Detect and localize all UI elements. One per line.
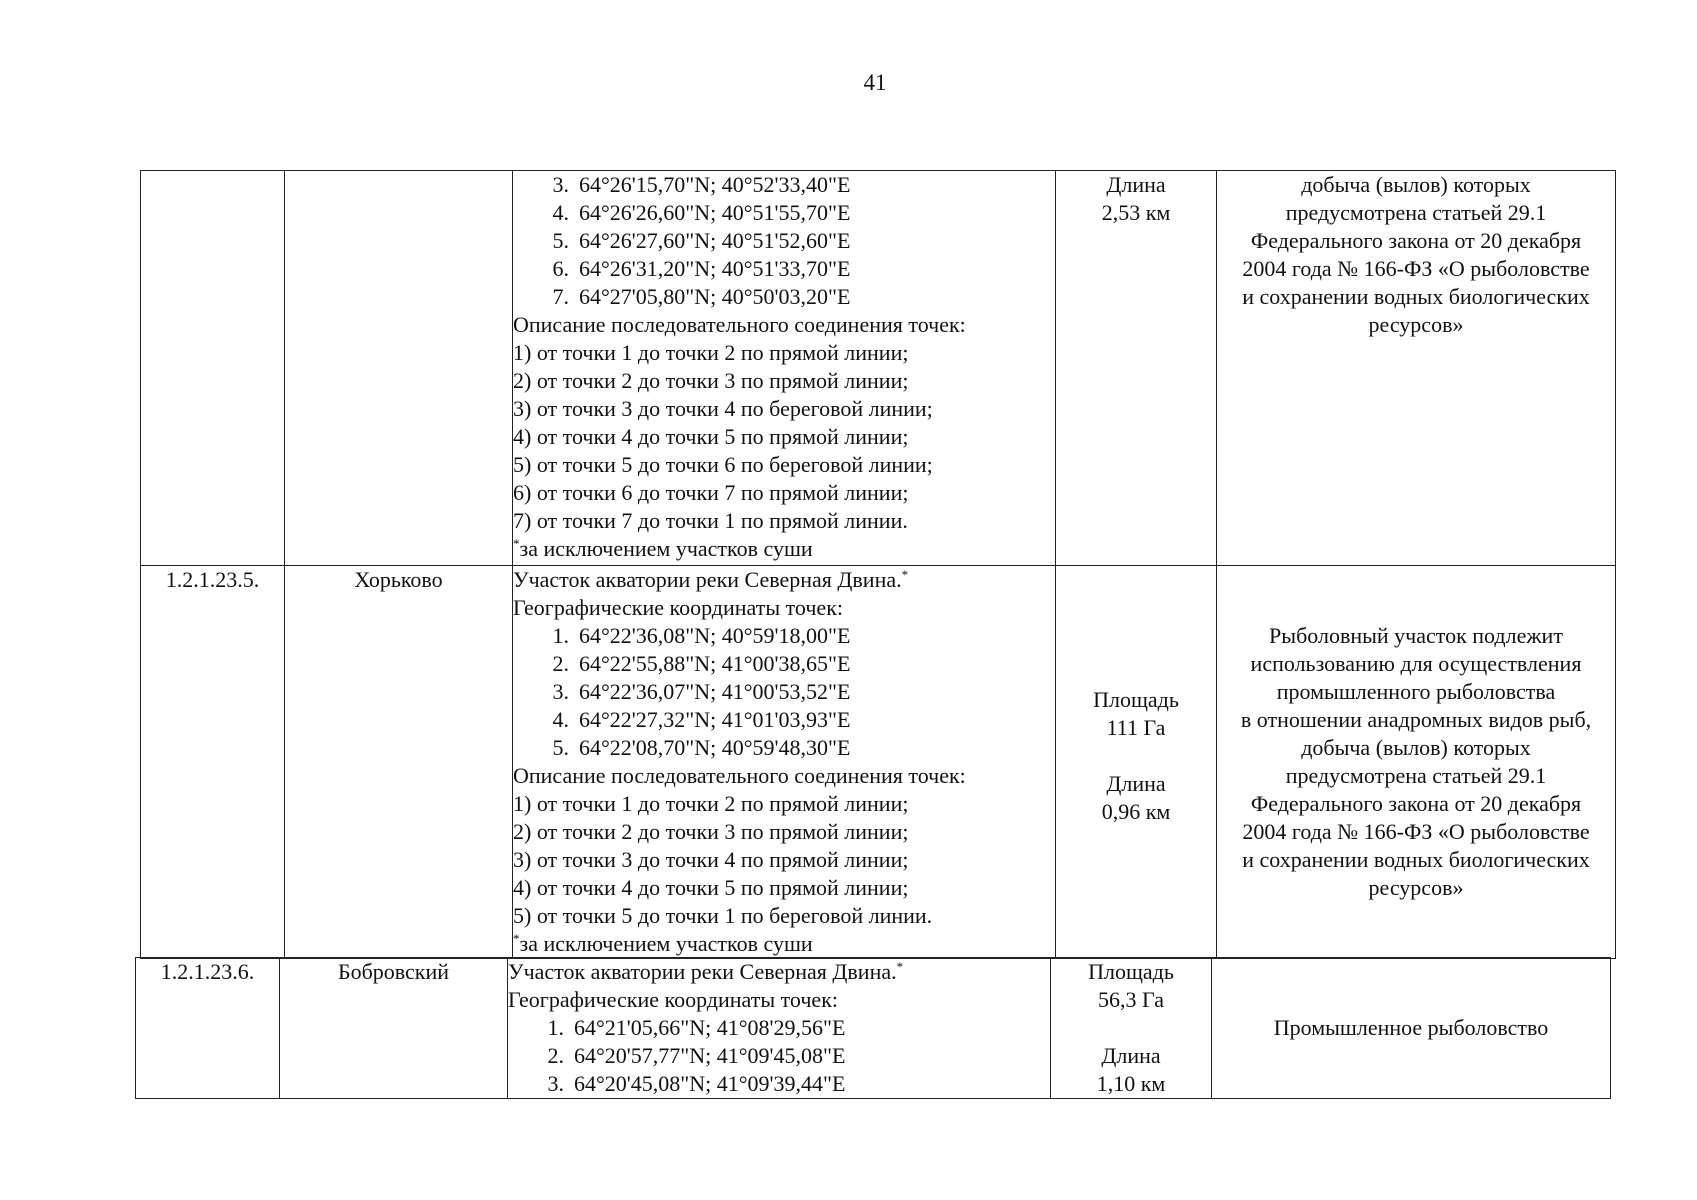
table-row bbox=[136, 958, 1611, 1099]
area-value: 56,3 Га bbox=[1098, 987, 1164, 1012]
list-item: 5. 64°22'08,70"N; 40°59'48,30"E bbox=[552, 735, 851, 760]
connection-heading: Описание последовательного соединения точек: bbox=[513, 312, 966, 337]
table-row bbox=[141, 171, 1616, 566]
coordinate-list bbox=[513, 171, 1055, 311]
list-item: 7. 64°27'05,80"N; 40°50'03,20"E bbox=[552, 284, 851, 309]
usage-line: 2004 года № 166-ФЗ «О рыболовстве bbox=[1242, 256, 1590, 281]
connection-heading: Описание последовательного соединения точек: bbox=[513, 763, 966, 788]
area-name-cell bbox=[285, 566, 513, 959]
usage-line: ресурсов» bbox=[1368, 875, 1464, 900]
usage-line: и сохранении водных биологических bbox=[1242, 847, 1590, 872]
usage-line: ресурсов» bbox=[1368, 312, 1464, 337]
coordinate-list bbox=[508, 1014, 1050, 1098]
connection-line: 2) от точки 2 до точки 3 по прямой линии; bbox=[513, 819, 909, 844]
connection-line: 2) от точки 2 до точки 3 по прямой линии; bbox=[513, 368, 909, 393]
coordinate-list bbox=[513, 622, 1055, 762]
row-number-cell bbox=[136, 958, 280, 1099]
length-value: 0,96 км bbox=[1101, 799, 1171, 824]
usage-line: Федерального закона от 20 декабря bbox=[1250, 791, 1582, 816]
table-row bbox=[141, 566, 1616, 959]
row-number-cell bbox=[141, 566, 285, 959]
usage-line: в отношении анадромных видов рыб, bbox=[1240, 707, 1592, 732]
size-cell bbox=[1051, 958, 1212, 1099]
list-item: 3. 64°22'36,07"N; 41°00'53,52"E bbox=[552, 679, 851, 704]
usage-line: и сохранении водных биологических bbox=[1242, 284, 1590, 309]
connection-line: 5) от точки 5 до точки 6 по береговой линии; bbox=[513, 452, 933, 477]
usage-cell bbox=[1217, 566, 1616, 959]
connection-line: 6) от точки 6 до точки 7 по прямой линии; bbox=[513, 480, 909, 505]
size-cell bbox=[1056, 566, 1217, 959]
fishing-areas-table bbox=[140, 170, 1616, 959]
length-label: Длина bbox=[1106, 771, 1166, 796]
list-item: 1. 64°22'36,08"N; 40°59'18,00"E bbox=[552, 623, 851, 648]
coords-heading: Географические координаты точек: bbox=[513, 595, 843, 620]
connection-line: 3) от точки 3 до точки 4 по прямой линии; bbox=[513, 847, 909, 872]
usage-line: промышленного рыболовства bbox=[1276, 679, 1556, 704]
usage-line: добыча (вылов) которых bbox=[1301, 172, 1531, 197]
area-name: Хорьково bbox=[354, 567, 443, 592]
list-item: 1. 64°21'05,66"N; 41°08'29,56"E bbox=[547, 1015, 846, 1040]
footnote: *за исключением участков суши bbox=[513, 536, 813, 561]
description-cell bbox=[513, 171, 1056, 566]
usage-line: Федерального закона от 20 декабря bbox=[1250, 228, 1582, 253]
area-name: Бобровский bbox=[337, 959, 450, 984]
list-item: 4. 64°26'26,60"N; 40°51'55,70"E bbox=[552, 200, 851, 225]
connection-line: 7) от точки 7 до точки 1 по прямой линии. bbox=[513, 508, 908, 533]
usage-line: предусмотрена статьей 29.1 bbox=[1285, 200, 1547, 225]
area-label: Площадь bbox=[1093, 687, 1179, 712]
usage-cell bbox=[1212, 958, 1611, 1099]
connection-line: 4) от точки 4 до точки 5 по прямой линии; bbox=[513, 424, 909, 449]
usage-line: 2004 года № 166-ФЗ «О рыболовстве bbox=[1242, 819, 1590, 844]
area-name-cell bbox=[280, 958, 508, 1099]
list-item: 2. 64°22'55,88"N; 41°00'38,65"E bbox=[552, 651, 851, 676]
area-title: Участок акватории реки Северная Двина.* bbox=[508, 959, 904, 984]
list-item: 5. 64°26'27,60"N; 40°51'52,60"E bbox=[552, 228, 851, 253]
description-cell bbox=[508, 958, 1051, 1099]
length-value: 2,53 км bbox=[1101, 200, 1171, 225]
list-item: 4. 64°22'27,32"N; 41°01'03,93"E bbox=[552, 707, 851, 732]
page-number: 41 bbox=[863, 70, 887, 95]
connection-line: 5) от точки 5 до точки 1 по береговой линии. bbox=[513, 903, 933, 928]
fishing-areas-table-continued bbox=[135, 957, 1611, 1099]
list-item: 3. 64°20'45,08"N; 41°09'39,44"E bbox=[547, 1071, 846, 1096]
area-title: Участок акватории реки Северная Двина.* bbox=[513, 567, 909, 592]
usage-text: Промышленное рыболовство bbox=[1273, 1015, 1549, 1040]
size-cell bbox=[1056, 171, 1217, 566]
length-value: 1,10 км bbox=[1096, 1071, 1166, 1096]
usage-line: добыча (вылов) которых bbox=[1301, 735, 1531, 760]
usage-cell bbox=[1217, 171, 1616, 566]
description-cell bbox=[513, 566, 1056, 959]
usage-line: Рыболовный участок подлежит bbox=[1269, 623, 1563, 648]
row-number-cell bbox=[141, 171, 285, 566]
connection-line: 1) от точки 1 до точки 2 по прямой линии; bbox=[513, 340, 909, 365]
length-label: Длина bbox=[1101, 1043, 1161, 1068]
area-name-cell bbox=[285, 171, 513, 566]
footnote: *за исключением участков суши bbox=[513, 931, 813, 956]
length-label: Длина bbox=[1106, 172, 1166, 197]
list-item: 6. 64°26'31,20"N; 40°51'33,70"E bbox=[552, 256, 851, 281]
area-value: 111 Га bbox=[1106, 715, 1166, 740]
row-number: 1.2.1.23.6. bbox=[160, 959, 255, 984]
area-label: Площадь bbox=[1088, 959, 1174, 984]
list-item: 3. 64°26'15,70"N; 40°52'33,40"E bbox=[552, 172, 851, 197]
connection-line: 1) от точки 1 до точки 2 по прямой линии; bbox=[513, 791, 909, 816]
usage-line: предусмотрена статьей 29.1 bbox=[1285, 763, 1547, 788]
connection-line: 3) от точки 3 до точки 4 по береговой линии; bbox=[513, 396, 933, 421]
row-number: 1.2.1.23.5. bbox=[165, 567, 260, 592]
usage-line: использованию для осуществления bbox=[1250, 651, 1582, 676]
connection-line: 4) от точки 4 до точки 5 по прямой линии; bbox=[513, 875, 909, 900]
coords-heading: Географические координаты точек: bbox=[508, 987, 838, 1012]
list-item: 2. 64°20'57,77"N; 41°09'45,08"E bbox=[547, 1043, 846, 1068]
